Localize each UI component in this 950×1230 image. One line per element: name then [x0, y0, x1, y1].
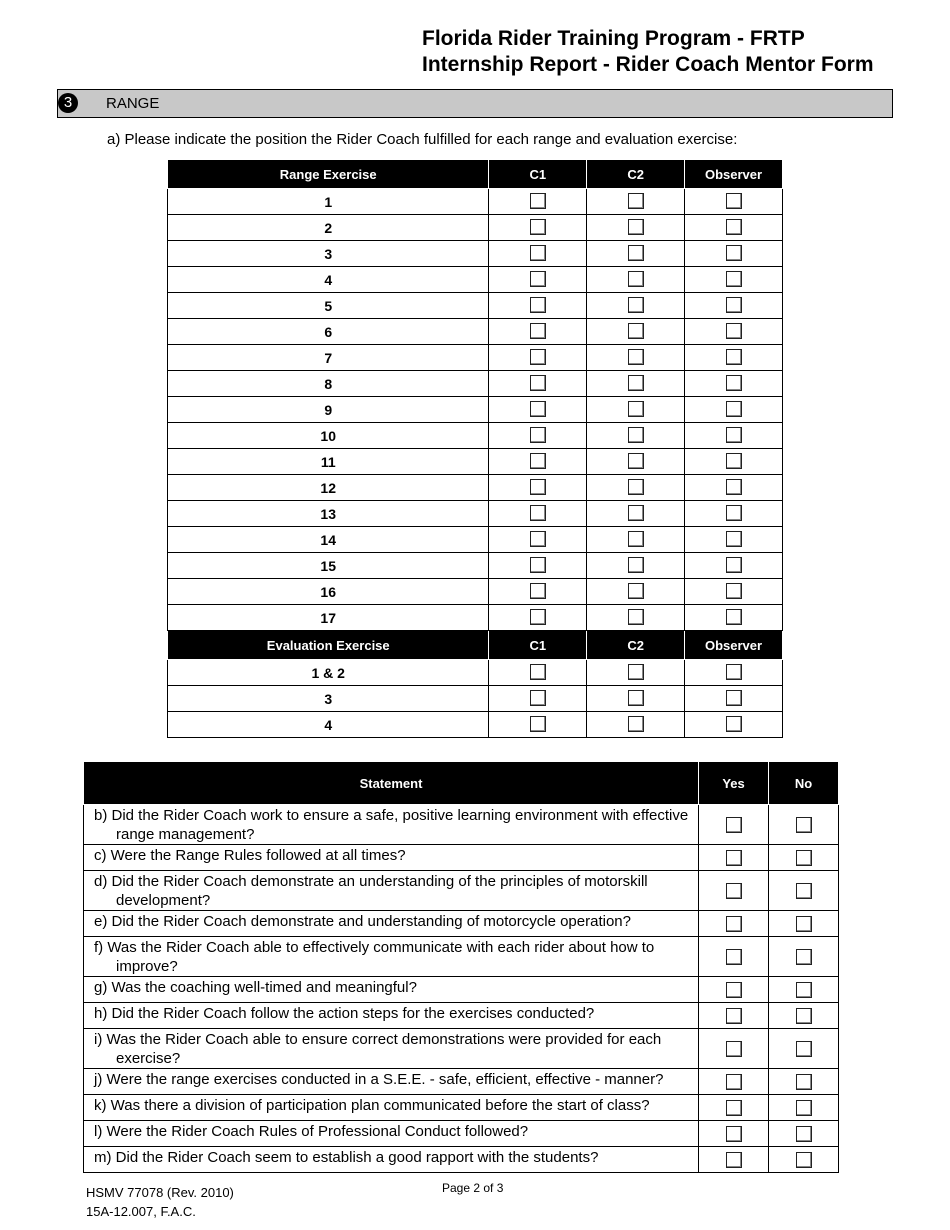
section-header: [57, 89, 893, 118]
observer-cell: [685, 423, 783, 449]
statement-text: g) Was the coaching well-timed and meaningful?: [94, 979, 417, 996]
statement-cell: [84, 1003, 699, 1029]
no-checkbox[interactable]: [796, 1152, 812, 1168]
c1-checkbox[interactable]: [530, 583, 546, 599]
no-checkbox[interactable]: [796, 1074, 812, 1090]
yes-checkbox[interactable]: [726, 1152, 742, 1168]
observer-cell: [685, 215, 783, 241]
eval-col-3: Observer: [685, 631, 783, 660]
range-exercise-number: 17: [168, 605, 489, 631]
c1-checkbox[interactable]: [530, 245, 546, 261]
range-exercise-number: 13: [168, 501, 489, 527]
observer-checkbox[interactable]: [726, 479, 742, 495]
range-exercise-number: 7: [168, 345, 489, 371]
c2-checkbox[interactable]: [628, 193, 644, 209]
statement-col-2: No: [769, 762, 839, 805]
rule-reference: 15A-12.007, F.A.C.: [86, 1204, 196, 1219]
c1-cell: [489, 293, 587, 319]
table-row: [168, 660, 783, 686]
statement-cell: [84, 977, 699, 1003]
no-cell: [769, 871, 839, 911]
c2-cell: [587, 579, 685, 605]
observer-checkbox[interactable]: [726, 583, 742, 599]
no-cell: [769, 1003, 839, 1029]
range-col-0: Range Exercise: [168, 160, 489, 189]
table-row: [168, 319, 783, 345]
c2-checkbox[interactable]: [628, 583, 644, 599]
observer-cell: [685, 345, 783, 371]
c1-cell: [489, 579, 587, 605]
c2-checkbox[interactable]: [628, 716, 644, 732]
table-row: [84, 977, 839, 1003]
c2-checkbox[interactable]: [628, 557, 644, 573]
statement-cell: [84, 1029, 699, 1069]
table-row: [168, 605, 783, 631]
table-row: [168, 686, 783, 712]
c2-cell: [587, 397, 685, 423]
table-row: [168, 475, 783, 501]
statement-cell: [84, 871, 699, 911]
c2-cell: [587, 605, 685, 631]
observer-checkbox[interactable]: [726, 505, 742, 521]
observer-checkbox[interactable]: [726, 271, 742, 287]
statement-cell: [84, 1069, 699, 1095]
range-header-row: [168, 160, 783, 189]
section-number-badge: 3: [58, 93, 78, 113]
statement-text: l) Were the Rider Coach Rules of Professional Conduct followed?: [94, 1123, 529, 1140]
eval-exercise-number: 4: [168, 712, 489, 738]
no-cell: [769, 911, 839, 937]
instruction-text: a) Please indicate the position the Rider Coach fulfilled for each range and evaluation exercise:: [107, 131, 738, 148]
observer-checkbox[interactable]: [726, 323, 742, 339]
c2-checkbox[interactable]: [628, 349, 644, 365]
no-cell: [769, 805, 839, 845]
c1-checkbox[interactable]: [530, 401, 546, 417]
observer-cell: [685, 397, 783, 423]
c2-checkbox[interactable]: [628, 609, 644, 625]
eval-exercise-number: 1 & 2: [168, 660, 489, 686]
c2-cell: [587, 475, 685, 501]
c1-cell: [489, 345, 587, 371]
no-cell: [769, 1029, 839, 1069]
observer-cell: [685, 579, 783, 605]
statement-text: b) Did the Rider Coach work to ensure a safe, positive learning environment with effective range management?: [94, 807, 689, 843]
c2-cell: [587, 423, 685, 449]
no-checkbox[interactable]: [796, 817, 812, 833]
no-checkbox[interactable]: [796, 883, 812, 899]
eval-exercise-number: 3: [168, 686, 489, 712]
table-row: [168, 241, 783, 267]
c2-checkbox[interactable]: [628, 401, 644, 417]
statement-text: m) Did the Rider Coach seem to establish a good rapport with the students?: [94, 1149, 599, 1166]
no-checkbox[interactable]: [796, 1008, 812, 1024]
table-row: [84, 1069, 839, 1095]
table-row: [84, 911, 839, 937]
no-cell: [769, 1121, 839, 1147]
eval-col-2: C2: [587, 631, 685, 660]
statement-text: d) Did the Rider Coach demonstrate an understanding of the principles of motorskill development?: [94, 873, 648, 909]
yes-checkbox[interactable]: [726, 883, 742, 899]
yes-checkbox[interactable]: [726, 1100, 742, 1116]
yes-checkbox[interactable]: [726, 916, 742, 932]
statement-header-row: [84, 762, 839, 805]
c1-checkbox[interactable]: [530, 664, 546, 680]
table-row: [168, 371, 783, 397]
yes-cell: [699, 871, 769, 911]
statement-cell: [84, 937, 699, 977]
observer-checkbox[interactable]: [726, 453, 742, 469]
eval-header-row: [168, 631, 783, 660]
c2-cell: [587, 660, 685, 686]
statement-text: k) Was there a division of participation plan communicated before the start of class?: [94, 1097, 650, 1114]
c2-checkbox[interactable]: [628, 297, 644, 313]
c2-checkbox[interactable]: [628, 323, 644, 339]
c1-checkbox[interactable]: [530, 557, 546, 573]
no-cell: [769, 845, 839, 871]
observer-cell: [685, 189, 783, 215]
yes-cell: [699, 977, 769, 1003]
no-cell: [769, 1095, 839, 1121]
page-number: Page 2 of 3: [442, 1181, 504, 1195]
observer-checkbox[interactable]: [726, 557, 742, 573]
observer-cell: [685, 605, 783, 631]
c1-cell: [489, 660, 587, 686]
c1-checkbox[interactable]: [530, 219, 546, 235]
range-exercise-number: 1: [168, 189, 489, 215]
yes-cell: [699, 1003, 769, 1029]
table-row: [84, 845, 839, 871]
range-exercise-number: 15: [168, 553, 489, 579]
table-row: [84, 1003, 839, 1029]
exercise-position-table: [167, 159, 783, 738]
c2-cell: [587, 241, 685, 267]
range-exercise-number: 8: [168, 371, 489, 397]
yes-checkbox[interactable]: [726, 850, 742, 866]
c1-cell: [489, 267, 587, 293]
range-col-3: Observer: [685, 160, 783, 189]
yes-cell: [699, 845, 769, 871]
c1-checkbox[interactable]: [530, 479, 546, 495]
table-row: [168, 501, 783, 527]
c1-cell: [489, 527, 587, 553]
c1-checkbox[interactable]: [530, 375, 546, 391]
c2-cell: [587, 345, 685, 371]
c2-cell: [587, 449, 685, 475]
table-row: [168, 397, 783, 423]
c2-checkbox[interactable]: [628, 664, 644, 680]
c2-checkbox[interactable]: [628, 245, 644, 261]
observer-checkbox[interactable]: [726, 375, 742, 391]
no-checkbox[interactable]: [796, 1126, 812, 1142]
c1-cell: [489, 475, 587, 501]
statement-text: e) Did the Rider Coach demonstrate and understanding of motorcycle operation?: [94, 913, 631, 930]
form-number: HSMV 77078 (Rev. 2010): [86, 1185, 234, 1200]
yes-cell: [699, 805, 769, 845]
c2-cell: [587, 686, 685, 712]
c1-checkbox[interactable]: [530, 505, 546, 521]
c2-cell: [587, 267, 685, 293]
yes-cell: [699, 1095, 769, 1121]
table-row: [84, 805, 839, 845]
c1-cell: [489, 189, 587, 215]
no-cell: [769, 977, 839, 1003]
observer-checkbox[interactable]: [726, 401, 742, 417]
c1-cell: [489, 605, 587, 631]
table-row: [168, 579, 783, 605]
observer-checkbox[interactable]: [726, 349, 742, 365]
range-exercise-number: 16: [168, 579, 489, 605]
c2-checkbox[interactable]: [628, 375, 644, 391]
c1-cell: [489, 712, 587, 738]
c1-checkbox[interactable]: [530, 193, 546, 209]
observer-cell: [685, 241, 783, 267]
c1-cell: [489, 241, 587, 267]
range-col-2: C2: [587, 160, 685, 189]
observer-checkbox[interactable]: [726, 716, 742, 732]
observer-checkbox[interactable]: [726, 531, 742, 547]
c1-cell: [489, 423, 587, 449]
c2-cell: [587, 215, 685, 241]
c1-checkbox[interactable]: [530, 609, 546, 625]
statement-col-0: Statement: [84, 762, 699, 805]
statement-text: h) Did the Rider Coach follow the action steps for the exercises conducted?: [94, 1005, 595, 1022]
eval-col-0: Evaluation Exercise: [168, 631, 489, 660]
range-exercise-number: 14: [168, 527, 489, 553]
statement-cell: [84, 1121, 699, 1147]
observer-cell: [685, 553, 783, 579]
yes-checkbox[interactable]: [726, 1008, 742, 1024]
table-row: [168, 293, 783, 319]
range-exercise-number: 9: [168, 397, 489, 423]
c1-cell: [489, 215, 587, 241]
c1-cell: [489, 553, 587, 579]
range-exercise-number: 6: [168, 319, 489, 345]
table-row: [84, 1095, 839, 1121]
range-exercise-number: 3: [168, 241, 489, 267]
c2-cell: [587, 371, 685, 397]
form-footer: [86, 1183, 234, 1221]
statement-cell: [84, 1095, 699, 1121]
table-row: [168, 345, 783, 371]
section-label: RANGE: [106, 95, 160, 112]
no-cell: [769, 937, 839, 977]
observer-checkbox[interactable]: [726, 297, 742, 313]
no-checkbox[interactable]: [796, 982, 812, 998]
observer-checkbox[interactable]: [726, 690, 742, 706]
range-exercise-number: 10: [168, 423, 489, 449]
form-subtitle: Internship Report - Rider Coach Mentor Form: [422, 53, 874, 76]
c2-cell: [587, 712, 685, 738]
c1-cell: [489, 501, 587, 527]
statement-col-1: Yes: [699, 762, 769, 805]
table-row: [168, 215, 783, 241]
c2-cell: [587, 553, 685, 579]
no-checkbox[interactable]: [796, 1100, 812, 1116]
c2-cell: [587, 527, 685, 553]
statement-cell: [84, 1147, 699, 1173]
eval-col-1: C1: [489, 631, 587, 660]
c2-checkbox[interactable]: [628, 219, 644, 235]
observer-cell: [685, 371, 783, 397]
range-exercise-number: 2: [168, 215, 489, 241]
statement-cell: [84, 845, 699, 871]
c1-checkbox[interactable]: [530, 323, 546, 339]
no-checkbox[interactable]: [796, 1041, 812, 1057]
range-col-1: C1: [489, 160, 587, 189]
c2-checkbox[interactable]: [628, 531, 644, 547]
observer-cell: [685, 293, 783, 319]
c2-checkbox[interactable]: [628, 453, 644, 469]
table-row: [84, 1147, 839, 1173]
range-exercise-number: 12: [168, 475, 489, 501]
yes-checkbox[interactable]: [726, 1074, 742, 1090]
table-row: [168, 423, 783, 449]
observer-cell: [685, 660, 783, 686]
statement-cell: [84, 805, 699, 845]
c1-cell: [489, 371, 587, 397]
yes-cell: [699, 1029, 769, 1069]
form-title: Florida Rider Training Program - FRTP: [422, 27, 805, 50]
c2-checkbox[interactable]: [628, 479, 644, 495]
c1-cell: [489, 449, 587, 475]
statement-table: [83, 761, 839, 1173]
table-row: [168, 553, 783, 579]
no-checkbox[interactable]: [796, 949, 812, 965]
c1-checkbox[interactable]: [530, 297, 546, 313]
observer-checkbox[interactable]: [726, 245, 742, 261]
c2-cell: [587, 319, 685, 345]
c1-checkbox[interactable]: [530, 349, 546, 365]
c1-checkbox[interactable]: [530, 271, 546, 287]
range-exercise-number: 4: [168, 267, 489, 293]
observer-cell: [685, 501, 783, 527]
yes-checkbox[interactable]: [726, 817, 742, 833]
c2-cell: [587, 293, 685, 319]
statement-text: f) Was the Rider Coach able to effectively communicate with each rider about how to improve?: [94, 939, 655, 975]
range-exercise-number: 5: [168, 293, 489, 319]
c2-checkbox[interactable]: [628, 427, 644, 443]
yes-cell: [699, 911, 769, 937]
no-cell: [769, 1147, 839, 1173]
observer-cell: [685, 319, 783, 345]
c1-checkbox[interactable]: [530, 531, 546, 547]
yes-checkbox[interactable]: [726, 949, 742, 965]
no-checkbox[interactable]: [796, 916, 812, 932]
observer-checkbox[interactable]: [726, 609, 742, 625]
c1-checkbox[interactable]: [530, 716, 546, 732]
c2-cell: [587, 501, 685, 527]
observer-cell: [685, 449, 783, 475]
observer-cell: [685, 712, 783, 738]
no-cell: [769, 1069, 839, 1095]
c1-cell: [489, 397, 587, 423]
observer-cell: [685, 527, 783, 553]
table-row: [168, 449, 783, 475]
range-exercise-number: 11: [168, 449, 489, 475]
c2-cell: [587, 189, 685, 215]
table-row: [84, 871, 839, 911]
c1-checkbox[interactable]: [530, 427, 546, 443]
yes-checkbox[interactable]: [726, 1126, 742, 1142]
c2-checkbox[interactable]: [628, 271, 644, 287]
table-row: [168, 267, 783, 293]
c2-checkbox[interactable]: [628, 690, 644, 706]
statement-text: c) Were the Range Rules followed at all times?: [94, 847, 406, 864]
table-row: [84, 1121, 839, 1147]
statement-text: j) Were the range exercises conducted in a S.E.E. - safe, efficient, effective - manner?: [94, 1071, 664, 1088]
table-row: [168, 189, 783, 215]
statement-cell: [84, 911, 699, 937]
table-row: [84, 937, 839, 977]
observer-cell: [685, 267, 783, 293]
c1-cell: [489, 319, 587, 345]
yes-cell: [699, 937, 769, 977]
observer-checkbox[interactable]: [726, 664, 742, 680]
observer-checkbox[interactable]: [726, 193, 742, 209]
yes-checkbox[interactable]: [726, 1041, 742, 1057]
c1-cell: [489, 686, 587, 712]
table-row: [168, 712, 783, 738]
no-checkbox[interactable]: [796, 850, 812, 866]
yes-checkbox[interactable]: [726, 982, 742, 998]
table-row: [84, 1029, 839, 1069]
observer-checkbox[interactable]: [726, 427, 742, 443]
c1-checkbox[interactable]: [530, 453, 546, 469]
table-row: [168, 527, 783, 553]
observer-cell: [685, 475, 783, 501]
statement-text: i) Was the Rider Coach able to ensure correct demonstrations were provided for each exercise?: [94, 1031, 662, 1067]
c1-checkbox[interactable]: [530, 690, 546, 706]
yes-cell: [699, 1147, 769, 1173]
yes-cell: [699, 1069, 769, 1095]
observer-cell: [685, 686, 783, 712]
c2-checkbox[interactable]: [628, 505, 644, 521]
yes-cell: [699, 1121, 769, 1147]
observer-checkbox[interactable]: [726, 219, 742, 235]
